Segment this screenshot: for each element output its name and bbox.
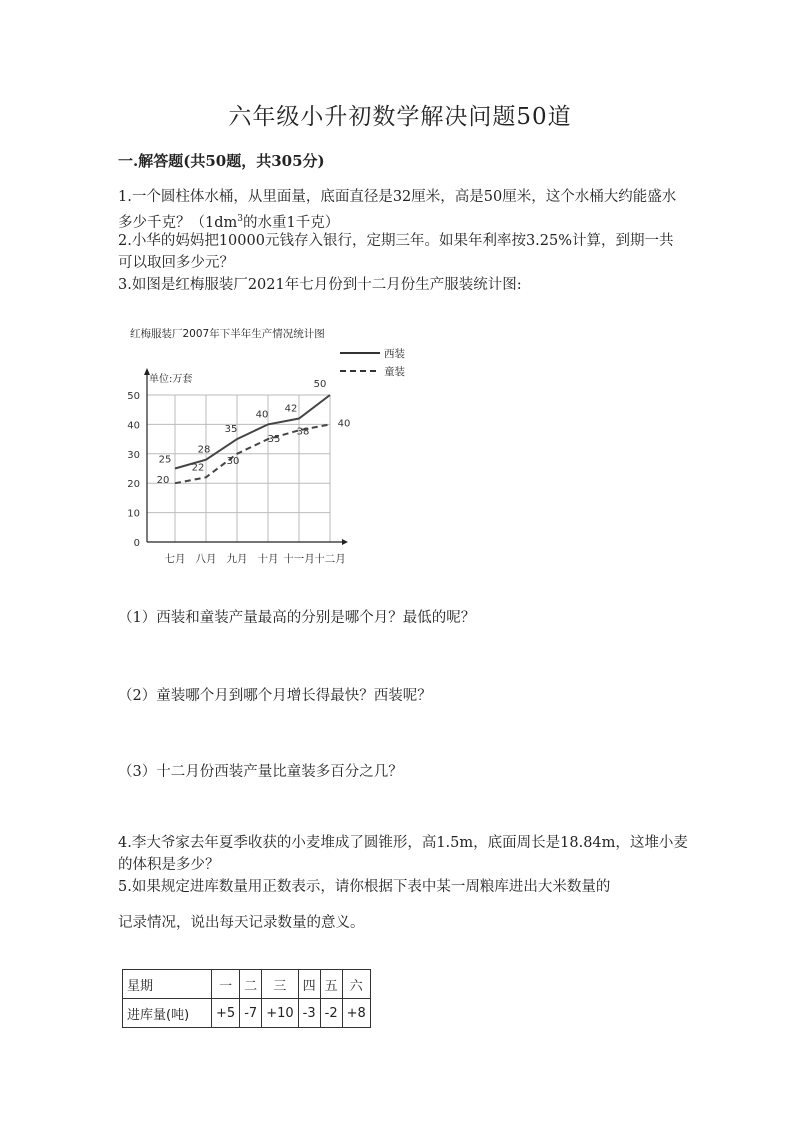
data-label: 28 — [197, 444, 211, 456]
question-3-part-1: （1）西装和童装产量最高的分别是哪个月？最低的呢？ — [118, 610, 476, 626]
page-title: 六年级小升初数学解决问题50道 — [228, 104, 572, 130]
x-tick-label: 八月 — [195, 553, 217, 565]
y-tick-label: 10 — [127, 508, 140, 520]
question-5-line-2: 记录情况，说出每天记录数量的意义。 — [118, 915, 365, 931]
y-tick-label: 20 — [127, 479, 140, 491]
data-label: 35 — [224, 424, 238, 436]
question-2: 2.小华的妈妈把10000元钱存入银行，定期三年。如果年利率按3.25%计算，到期一共可以取回多少元？ — [118, 233, 674, 271]
question-1 — [118, 186, 688, 234]
table-value-cell: +5 — [212, 999, 240, 1028]
y-tick-label: 30 — [127, 449, 140, 461]
data-label: 50 — [313, 379, 327, 390]
question-3-part-2: （2）童装哪个月到哪个月增长得最快？西装呢？ — [118, 688, 432, 704]
data-label: 40 — [337, 418, 351, 430]
question-4: 4.李大爷家去年夏季收获的小麦堆成了圆锥形，高1.5m，底面周长是18.84m，这堆小麦的体积是多少？ — [118, 835, 688, 873]
question-5-line-1: 5.如果规定进库数量用正数表示，请你根据下表中某一周粮库进出大米数量的 — [118, 879, 611, 895]
x-axis-arrow — [342, 539, 348, 545]
data-label: 20 — [156, 475, 170, 487]
x-tick-label: 十一月 — [283, 553, 315, 565]
data-label: 35 — [267, 434, 281, 446]
legend-label-2: 童装 — [384, 366, 405, 378]
x-tick-label: 七月 — [164, 553, 186, 565]
x-tick-label: 十月 — [257, 553, 279, 565]
table-day-cell: 三 — [262, 970, 298, 999]
table-day-cell: 一 — [212, 970, 240, 999]
table-header-label: 星期 — [123, 970, 212, 999]
chart-unit-label: 单位:万套 — [149, 374, 193, 385]
data-label: 25 — [158, 454, 172, 466]
data-label: 22 — [191, 462, 205, 474]
legend-label-1: 西装 — [384, 348, 405, 360]
table-day-cell: 六 — [342, 970, 370, 999]
data-label: 30 — [226, 455, 240, 467]
table-row-label: 进库量(吨) — [123, 999, 212, 1028]
table-day-cell: 二 — [240, 970, 262, 999]
question-1-text: 1.一个圆柱体水桶，从里面量，底面直径是32厘米，高是50厘米，这个水桶大约能盛水多少千克？（1dm — [118, 189, 677, 231]
table-value-cell: +8 — [342, 999, 370, 1028]
question-1-tail: 的水重1千克） — [243, 214, 340, 231]
data-label: 42 — [284, 403, 298, 415]
chart-title: 红梅服装厂2007年下半年生产情况统计图 — [130, 328, 325, 340]
section-heading: 一.解答题(共50题，共305分) — [118, 152, 325, 170]
y-tick-label: 0 — [133, 538, 140, 549]
table-value-cell: -3 — [298, 999, 320, 1028]
data-label: 38 — [296, 426, 310, 438]
x-tick-label: 十二月 — [314, 553, 346, 565]
question-3: 3.如图是红梅服装厂2021年七月份到十二月份生产服装统计图: — [118, 277, 522, 293]
table-value-cell: -2 — [320, 999, 342, 1028]
table-day-cell: 五 — [320, 970, 342, 999]
table-value-cell: -7 — [240, 999, 262, 1028]
table-header-row — [123, 970, 371, 999]
x-tick-label: 九月 — [226, 553, 248, 565]
production-line-chart — [112, 320, 405, 570]
y-tick-label: 50 — [127, 391, 140, 402]
question-1-superscript: 3 — [237, 214, 243, 224]
data-label: 40 — [255, 409, 269, 421]
y-tick-label: 40 — [127, 420, 140, 432]
question-3-part-3: （3）十二月份西装产量比童装多百分之几？ — [118, 764, 403, 780]
table-day-cell: 四 — [298, 970, 320, 999]
table-value-cell: +10 — [262, 999, 298, 1028]
table-row — [123, 999, 371, 1028]
rice-storage-table — [122, 969, 371, 1028]
